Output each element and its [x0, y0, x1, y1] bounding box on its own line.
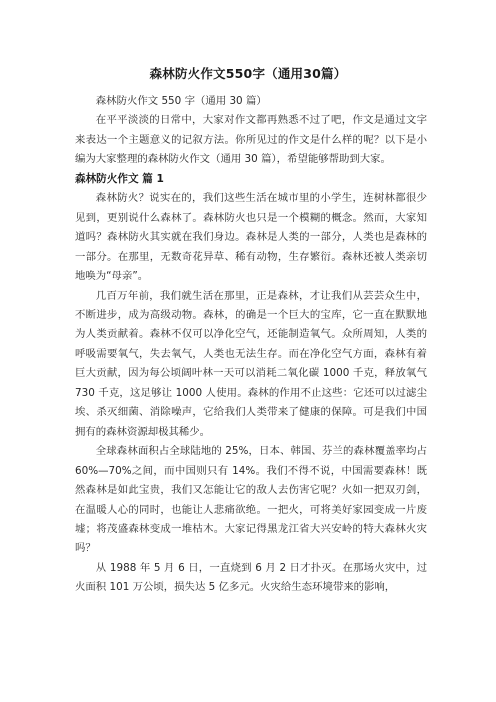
intro-paragraph: 在平平淡淡的日常中，大家对作文都再熟悉不过了吧，作文是通过文字来表达一个主题意义的记叙方法。你所见过的作文是什么样的呢？以下是小编为大家整理的森林防火作文（通用 30 篇），希望能够帮助到大家。 [75, 114, 427, 166]
document-title: 森林防火作文550字（通用30篇） [149, 66, 347, 81]
body-paragraph: 全球森林面积占全球陆地的 25%，日本、韩国、芬兰的森林覆盖率均占 60%—70%之间，而中国则只有 14%。我们不得不说，中国需要森林！既然森林是如此宝贵，我们又怎能让它的敌人去伤害它呢？火如一把双刃剑，在温暖人心的同时，也能让人悲痛欲绝。一把火，可将美好家园变成一片废墟；将茂盛森林变成一堆枯木。大家记得黑龙江省大兴安岭的特大森林火灾吗？ [75, 445, 427, 555]
body-paragraph: 几百万年前，我们就生活在那里，正是森林，才让我们从芸芸众生中，不断进步，成为高级动物。森林，的确是一个巨大的宝库，它一直在默默地为人类贡献着。森林不仅可以净化空气，还能制造氧气。众所周知，人类的呼吸需要氧气，失去氧气，人类也无法生存。而在净化空气方面，森林有着巨大贡献，因为每公顷阔叶林一天可以消耗二氧化碳 1000 千克，释放氧气 730 千克，这足够让 1000 人使用。森林的作用不止这些：它还可以过滤尘埃、杀灭细菌、消除噪声，它给我们人类带来了健康的保障。可是我们中国拥有的森林资源却极其稀少。 [75, 289, 427, 438]
document-subtitle: 森林防火作文 550 字（通用 30 篇） [95, 95, 267, 107]
body-paragraph: 从 1988 年 5 月 6 日，一直烧到 6 月 2 日才扑灭。在那场火灾中，过火面积 101 万公顷，损失达 5 亿多元。火灾给生态环境带来的影响， [75, 561, 427, 594]
section-heading: 森林防火作文 篇 1 [75, 172, 164, 185]
document-body [75, 92, 427, 598]
body-paragraph: 森林防火？说实在的，我们这些生活在城市里的小学生，连树林都很少见到，更别说什么森林了。森林防火也只是一个模糊的概念。然而，大家知道吗？森林防火其实就在我们身边。森林是人类的一部分，人类也是森林的一部分。在那里，无数奇花异草、稀有动物，生存繁衍。森林还被人类亲切地唤为“母亲”。 [75, 192, 427, 283]
